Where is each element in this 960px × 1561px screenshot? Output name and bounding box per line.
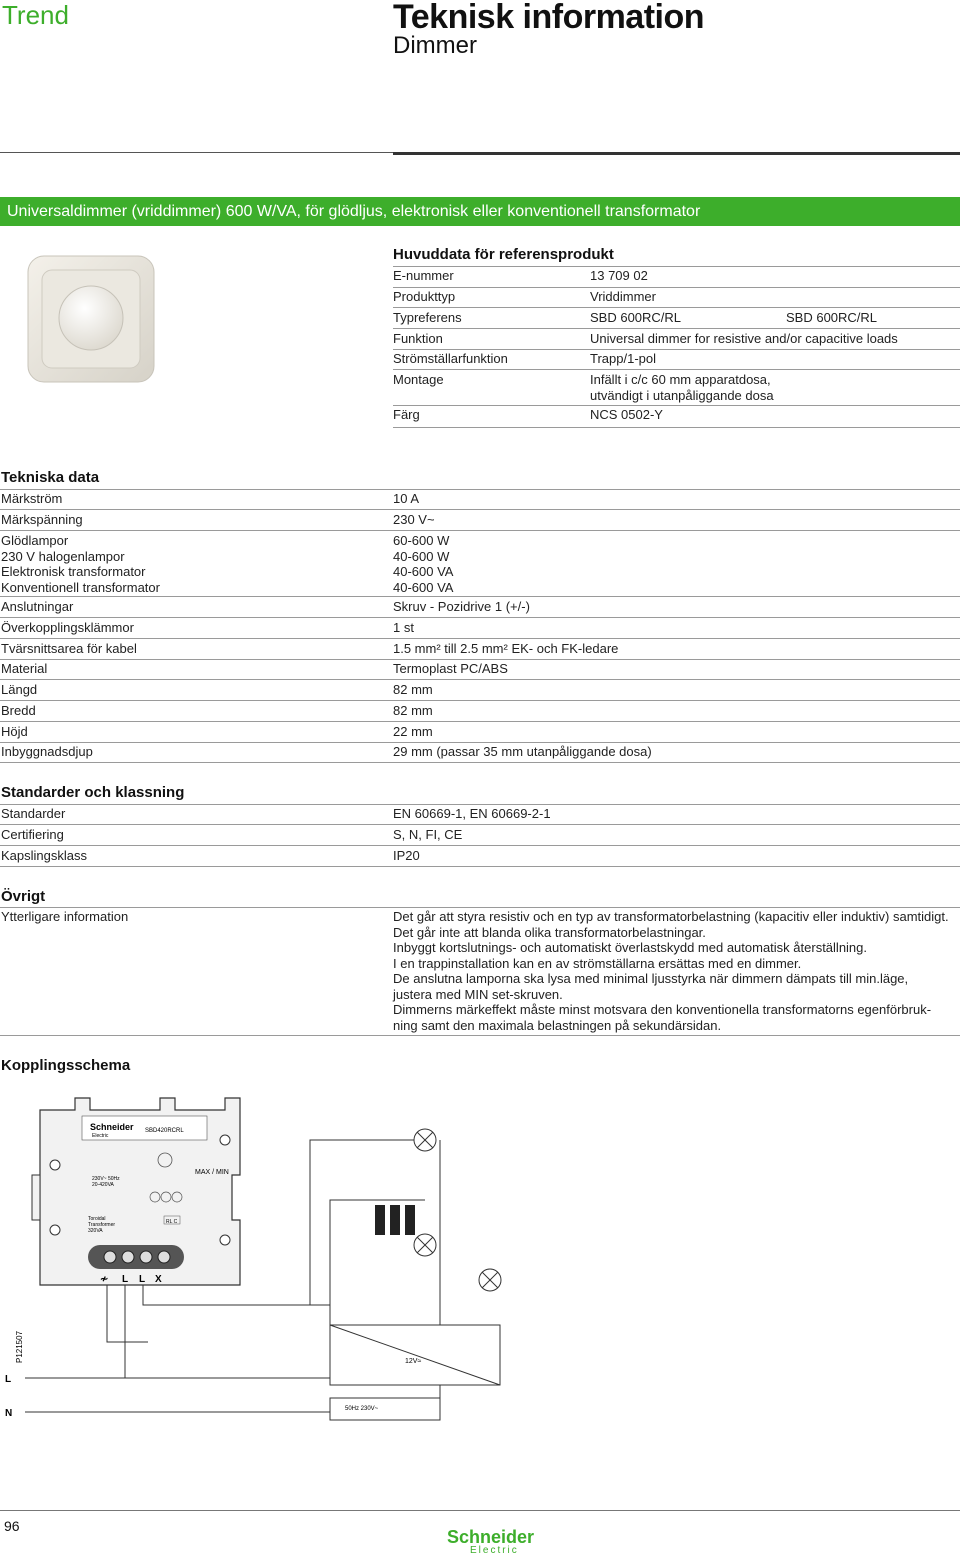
tekniska-row-divider: [0, 509, 960, 510]
tekniska-row-value: 29 mm (passar 35 mm utanpåliggande dosa): [393, 744, 652, 759]
tekniska-row-divider: [0, 742, 960, 743]
product-row-value: NCS 0502-Y: [590, 407, 663, 422]
product-row-label: E-nummer: [393, 268, 454, 283]
tekniska-row-label: Bredd: [1, 703, 36, 718]
toroidal-line-1: Toroidal: [88, 1216, 106, 1222]
standarder-row-divider: [0, 866, 960, 867]
lamp-icon-2: [414, 1234, 436, 1256]
product-row-value: Vriddimmer: [590, 289, 656, 304]
terminal-screw-1: [104, 1251, 116, 1263]
tekniska-row-value: 82 mm: [393, 682, 433, 697]
tekniska-row-value: 22 mm: [393, 724, 433, 739]
mount-hole-right-bottom: [220, 1235, 230, 1245]
terminal-screw-4: [158, 1251, 170, 1263]
tekniska-row-value: 10 A: [393, 491, 420, 506]
tekniska-row-label: Längd: [1, 682, 38, 697]
device-model: SBD420RCRL: [145, 1128, 184, 1134]
terminal-label-2: L: [139, 1274, 146, 1285]
toroidal-line-2: Transformer: [88, 1222, 116, 1228]
tekniska-row-value: 60-600 W 40-600 W 40-600 VA 40-600 VA: [393, 533, 454, 595]
tekniska-row-label: Glödlampor 230 V halogenlampor Elektronisk transformator Konventionell transformator: [1, 533, 160, 595]
product-row-label: Funktion: [393, 331, 443, 346]
tekniska-row-divider: [0, 530, 960, 531]
tekniska-row-label: Märkspänning: [1, 512, 83, 527]
tekniska-row-divider: [0, 617, 960, 618]
tekniska-row-value: 1.5 mm² till 2.5 mm² EK- och FK-ledare: [393, 641, 619, 656]
product-row-divider: [393, 266, 960, 267]
terminal-label-1: L: [122, 1274, 129, 1285]
product-row-divider: [393, 307, 960, 308]
product-row-divider: [393, 349, 960, 350]
terminal-label-3: X: [155, 1274, 162, 1285]
product-row-value: Infällt i c/c 60 mm apparatdosa, utvändigt i utanpåliggande dosa: [590, 372, 774, 403]
tekniska-row-divider: [0, 489, 960, 490]
tekniska-row-label: Höjd: [1, 724, 28, 739]
wire-line-l: [107, 1285, 148, 1342]
rl-label: RL C: [166, 1219, 178, 1225]
tekniska-row-value: 82 mm: [393, 703, 433, 718]
tekniska-title: Tekniska data: [1, 469, 100, 486]
device-brand-sub: Electric: [92, 1133, 109, 1139]
logo-main: Schneider: [447, 1527, 535, 1547]
mount-hole-right-top: [220, 1135, 230, 1145]
tekniska-row-label: Anslutningar: [1, 599, 74, 614]
product-section-title: Huvuddata för referensprodukt: [393, 246, 614, 263]
tekniska-row-label: Inbyggnadsdjup: [1, 744, 93, 759]
product-row-value: Trapp/1-pol: [590, 351, 656, 366]
schneider-logo: [447, 1528, 534, 1546]
schema-code: P121507: [15, 1330, 24, 1363]
standarder-row-label: Standarder: [1, 806, 66, 821]
tekniska-row-value: 1 st: [393, 620, 414, 635]
standarder-row-value: EN 60669-1, EN 60669-2-1: [393, 806, 551, 821]
ovrigt-divider: [0, 1035, 960, 1036]
line-n-label: N: [5, 1408, 13, 1419]
ovrigt-label: Ytterligare information: [1, 909, 129, 924]
wiring-diagram: [0, 1080, 520, 1430]
line-l-label: L: [5, 1374, 12, 1385]
product-row-divider: [393, 405, 960, 406]
tekniska-row-label: Tvärsnittsarea för kabel: [1, 641, 137, 656]
standarder-row-label: Certifiering: [1, 827, 64, 842]
product-banner: Universaldimmer (vriddimmer) 600 W/VA, för glödljus, elektronisk eller konventionell transformator: [0, 197, 960, 226]
page-number: 96: [4, 1518, 20, 1534]
tekniska-row-label: Märkström: [1, 491, 63, 506]
schema-title: Kopplingsschema: [1, 1057, 131, 1074]
product-row-value: Universal dimmer for resistive and/or capacitive loads: [590, 331, 898, 346]
standarder-title: Standarder och klassning: [1, 784, 185, 801]
dimmer-tab-left: [32, 1175, 40, 1220]
product-row-value: SBD 600RC/RL: [590, 310, 682, 325]
brand-label: Trend: [2, 0, 69, 30]
spec-power: 20-420VA: [92, 1182, 114, 1188]
product-row-divider: [393, 328, 960, 329]
tekniska-row-value: Termoplast PC/ABS: [393, 661, 508, 676]
terminal-screw-2: [122, 1251, 134, 1263]
product-photo: [24, 252, 158, 386]
lamp-icon-3: [479, 1269, 501, 1291]
tekniska-row-divider: [0, 700, 960, 701]
standarder-row-label: Kapslingsklass: [1, 848, 87, 863]
product-row-value: 13 709 02: [590, 268, 648, 283]
volt-12-label: 12V≈: [405, 1358, 422, 1365]
dimmer-symbol-icon: ≁: [100, 1274, 109, 1285]
logo-sub: Electric: [470, 1545, 519, 1556]
tekniska-row-value: Skruv - Pozidrive 1 (+/-): [393, 599, 530, 614]
product-row-label: Produkttyp: [393, 289, 456, 304]
standarder-row-divider: [0, 804, 960, 805]
tekniska-row-label: Överkopplingsklämmor: [1, 620, 134, 635]
supply-label: 50Hz 230V~: [345, 1406, 379, 1412]
product-row-value-2: SBD 600RC/RL: [786, 310, 878, 325]
lamp-icon-1: [414, 1129, 436, 1151]
tekniska-row-value: 230 V~: [393, 512, 435, 527]
product-row-label: Färg: [393, 407, 420, 422]
max-min-label: MAX / MIN: [195, 1169, 229, 1176]
product-row-divider: [393, 427, 960, 428]
mount-hole-left-top: [50, 1160, 60, 1170]
footer-divider: [0, 1510, 960, 1511]
toroidal-line-3: 320VA: [88, 1228, 103, 1234]
product-row-label: Strömställarfunktion: [393, 351, 508, 366]
tekniska-row-divider: [0, 659, 960, 660]
product-row-label: Typreferens: [393, 310, 462, 325]
transformer-core-icon: [375, 1205, 415, 1235]
ovrigt-top-divider: [0, 907, 960, 908]
ovrigt-title: Övrigt: [1, 888, 46, 905]
tekniska-row-divider: [0, 638, 960, 639]
device-brand: Schneider: [90, 1122, 134, 1132]
terminal-screw-3: [140, 1251, 152, 1263]
tekniska-row-label: Material: [1, 661, 48, 676]
tekniska-row-divider: [0, 762, 960, 763]
ovrigt-text: Det går att styra resistiv och en typ av transformatorbelastning (kapacitiv eller induktiv) samtidigt. Det går inte att blanda olika transformatorbelastningar. Inbyggt kortslutnings- och automatiskt överlastskydd med automatisk återställning. I en trappinstallation kan en av strömställarna ersättas med en dimmer. De anslutna lamporna ska lysa med minimal ljusstyrka när dimmern dämpats till min.läge, justera med MIN set-skruven. Dimmerns märkeffekt måste minst motsvara den konventionella transformatorns egenförbruk- ning samt den maximala belastningen på sekundärsidan.: [393, 909, 949, 1033]
header-divider-thick: [393, 152, 960, 155]
page-title: Teknisk information: [393, 0, 705, 36]
tekniska-row-divider: [0, 721, 960, 722]
product-row-label: Montage: [393, 372, 444, 387]
standarder-row-value: IP20: [393, 848, 420, 863]
spec-voltage: 230V~ 50Hz: [92, 1176, 120, 1182]
standarder-row-divider: [0, 845, 960, 846]
standarder-row-divider: [0, 824, 960, 825]
product-row-divider: [393, 369, 960, 370]
product-row-divider: [393, 287, 960, 288]
tekniska-row-divider: [0, 596, 960, 597]
tekniska-row-divider: [0, 679, 960, 680]
standarder-row-value: S, N, FI, CE: [393, 827, 463, 842]
page-subtitle: Dimmer: [393, 32, 477, 59]
mount-hole-left-bottom: [50, 1225, 60, 1235]
